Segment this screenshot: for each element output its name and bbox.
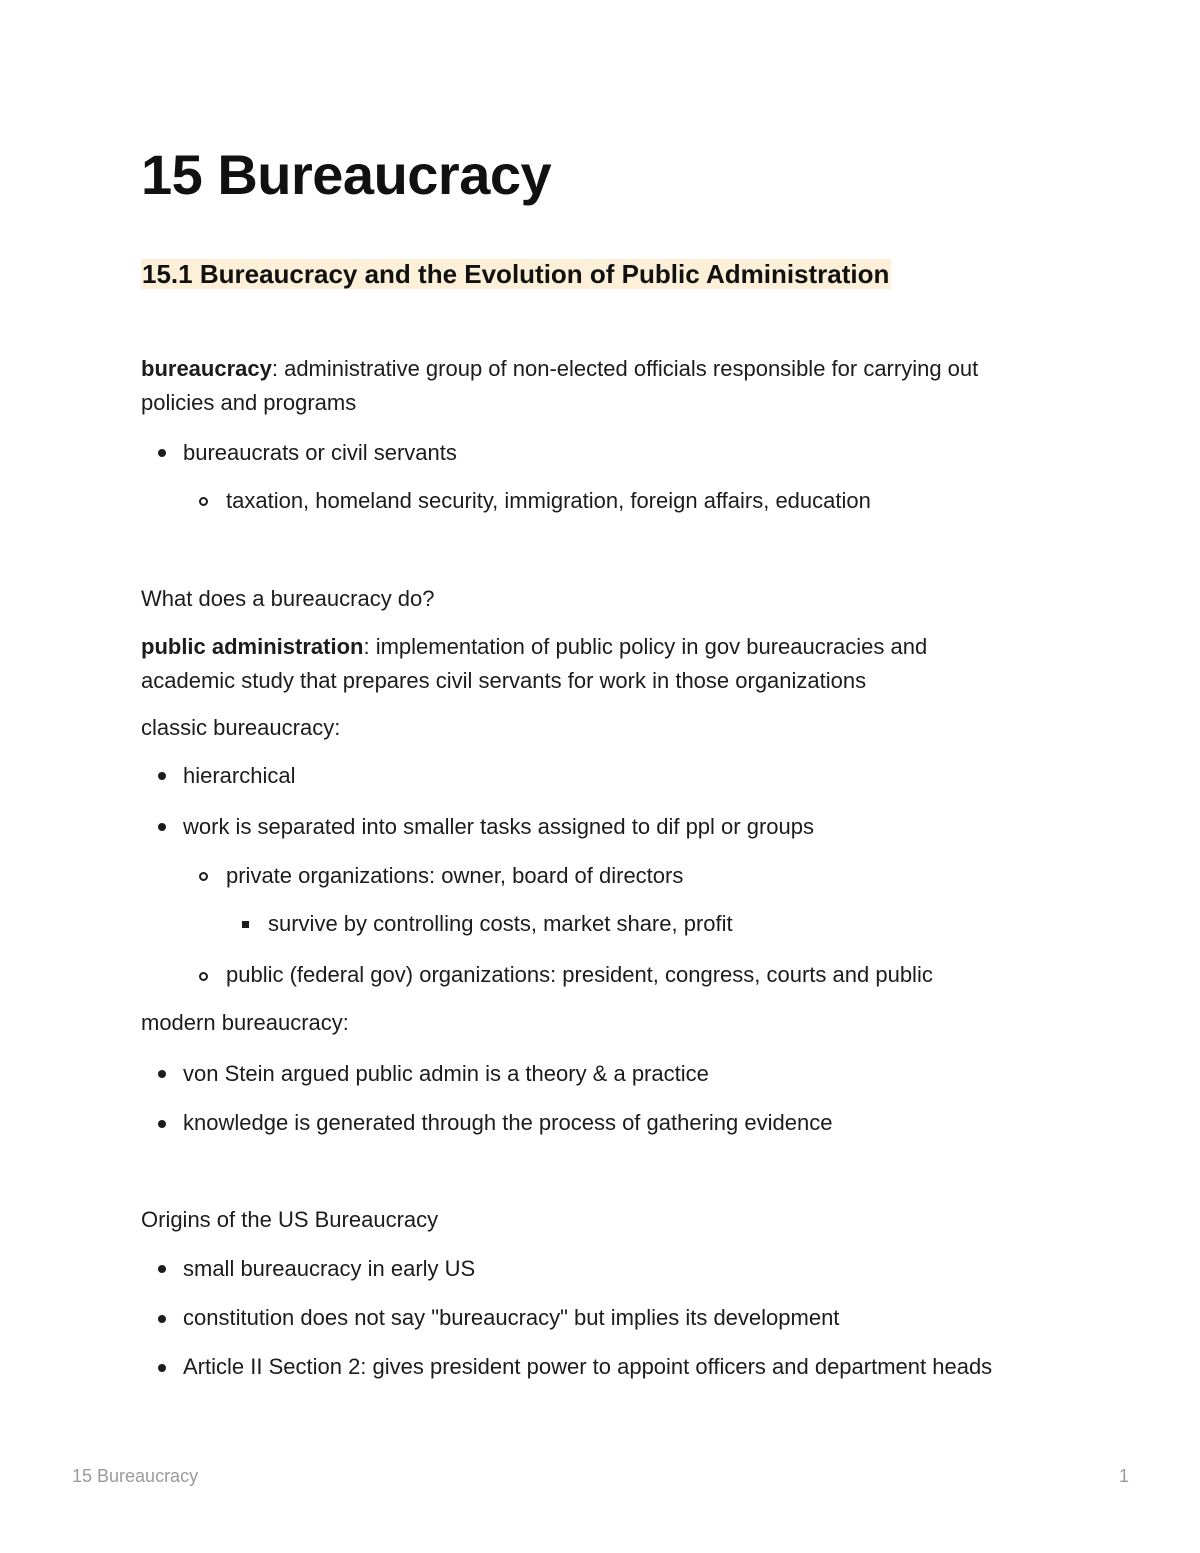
list-item: knowledge is generated through the process of gathering evidence (183, 1110, 833, 1135)
definition-bureaucracy (141, 352, 978, 386)
list-item: hierarchical (183, 763, 296, 788)
bullet-circle-icon (199, 872, 208, 881)
question-text: What does a bureaucracy do? (141, 586, 435, 611)
bullet-disc-icon (158, 1265, 166, 1273)
bullet-disc-icon (158, 1120, 166, 1128)
term-bureaucracy: bureaucracy (141, 356, 272, 381)
definition-bureaucracy-line1: : administrative group of non-elected officials responsible for carrying out (271, 356, 979, 381)
list-item: bureaucrats or civil servants (183, 440, 457, 465)
list-item: von Stein argued public admin is a theory & a practice (183, 1061, 709, 1086)
term-public-administration: public administration (141, 634, 364, 659)
modern-bureaucracy-label: modern bureaucracy: (141, 1010, 349, 1035)
list-item: public (federal gov) organizations: president, congress, courts and public (226, 962, 933, 987)
footer-document-title: 15 Bureaucracy (72, 1466, 199, 1486)
bullet-square-icon (242, 921, 249, 928)
list-item: small bureaucracy in early US (183, 1256, 476, 1281)
definition-public-administration-line2: academic study that prepares civil servants for work in those organizations (141, 668, 867, 693)
section-heading (141, 256, 891, 292)
origins-label: Origins of the US Bureaucracy (141, 1207, 439, 1232)
bullet-circle-icon (199, 972, 208, 981)
bullet-disc-icon (158, 1315, 166, 1323)
page-title: 15 Bureaucracy (141, 143, 552, 206)
definition-bureaucracy-line2: policies and programs (141, 390, 357, 415)
list-item: private organizations: owner, board of directors (226, 863, 684, 888)
list-item: survive by controlling costs, market share, profit (268, 911, 733, 936)
list-item: taxation, homeland security, immigration, foreign affairs, education (226, 488, 871, 513)
classic-bureaucracy-label: classic bureaucracy: (141, 715, 341, 740)
bullet-disc-icon (158, 823, 166, 831)
bullet-disc-icon (158, 449, 166, 457)
list-item: Article II Section 2: gives president power to appoint officers and department heads (183, 1354, 993, 1379)
list-item: constitution does not say "bureaucracy" but implies its development (183, 1305, 840, 1330)
bullet-circle-icon (199, 497, 208, 506)
section-heading-text: 15.1 Bureaucracy and the Evolution of Public Administration (142, 259, 890, 289)
footer-page-number: 1 (1119, 1466, 1130, 1486)
bullet-disc-icon (158, 1070, 166, 1078)
definition-public-administration-line1: : implementation of public policy in gov bureaucracies and (363, 634, 928, 659)
definition-public-administration (141, 630, 927, 664)
bullet-disc-icon (158, 1364, 166, 1372)
list-item: work is separated into smaller tasks assigned to dif ppl or groups (183, 814, 814, 839)
bullet-disc-icon (158, 772, 166, 780)
